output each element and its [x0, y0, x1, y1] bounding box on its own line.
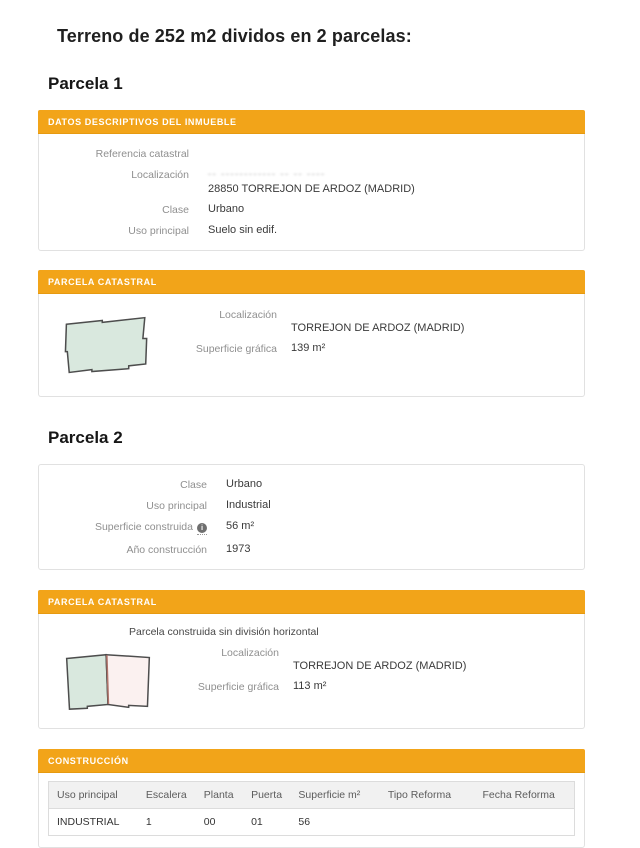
col-superficie: Superficie m²: [290, 782, 379, 809]
superficie-grafica-value-2: 113 m²: [293, 680, 327, 692]
info-icon[interactable]: [197, 521, 207, 535]
localizacion-redacted-text: -- ------------ -- -- ----: [208, 170, 326, 178]
ano-construccion-value: 1973: [226, 543, 251, 555]
localizacion-row: [39, 168, 564, 195]
info-icon-glyph: i: [197, 523, 207, 533]
cell-tipo-reforma: [380, 809, 475, 836]
superficie-construida-label: [39, 520, 207, 535]
uso-principal-row: [39, 224, 564, 237]
construccion-table: [48, 781, 575, 836]
localizacion-value: [208, 168, 564, 195]
parcel2-datos-section: [38, 464, 585, 570]
localizacion-label: Localización: [131, 169, 189, 181]
uso-principal-label-2: Uso principal: [146, 500, 207, 512]
parcel2-datos-panel: [38, 464, 585, 570]
parcela-catastral-banner-1: PARCELA CATASTRAL: [38, 270, 585, 294]
superficie-grafica-label: Superficie gráfica: [195, 343, 277, 355]
parcel2-catastral-section: [38, 590, 585, 729]
clase-row-2: [39, 478, 564, 491]
parcel1-catastral-section: [38, 270, 585, 397]
cell-planta: 00: [196, 809, 243, 836]
col-planta: Planta: [196, 782, 243, 809]
parcela-catastral-panel-1: [38, 294, 585, 397]
referencia-catastral-row: [39, 147, 564, 160]
col-fecha-reforma: Fecha Reforma: [475, 782, 575, 809]
parcela-catastral-banner-2: PARCELA CATASTRAL: [38, 590, 585, 614]
parcel1-heading: Parcela 1: [48, 74, 123, 93]
superficie-grafica-value: 139 m²: [291, 342, 326, 354]
clase-value-2: Urbano: [226, 478, 263, 490]
col-escalera: Escalera: [138, 782, 196, 809]
localizacion-municipality: 28850 TORREJON DE ARDOZ (MADRID): [208, 183, 415, 195]
clase-label: Clase: [162, 204, 189, 216]
catastral-localizacion-row: [169, 308, 570, 334]
cadastral-report-page: [0, 26, 640, 826]
cell-escalera: 1: [138, 809, 196, 836]
catastral-localizacion-label: Localización: [219, 309, 277, 321]
datos-descriptivos-panel: [38, 134, 585, 251]
construccion-header-row: [49, 782, 575, 809]
cell-superficie: 56: [290, 809, 379, 836]
referencia-catastral-value: [208, 147, 564, 160]
col-puerta: Puerta: [243, 782, 290, 809]
uso-principal-row-2: [39, 499, 564, 512]
construccion-banner: CONSTRUCCIÓN: [38, 749, 585, 773]
parcel2-outline-icon: [59, 650, 157, 712]
uso-principal-label: Uso principal: [128, 225, 189, 237]
construccion-data-row: [49, 809, 575, 836]
catastral-localizacion-value: TORREJON DE ARDOZ (MADRID): [291, 322, 465, 334]
division-horizontal-note: Parcela construida sin división horizontal: [129, 626, 319, 638]
parcel2-heading: Parcela 2: [48, 428, 123, 447]
superficie-construida-value: 56 m²: [226, 520, 255, 532]
ano-construccion-label: Año construcción: [126, 544, 207, 556]
datos-descriptivos-banner: DATOS DESCRIPTIVOS DEL INMUEBLE: [38, 110, 585, 134]
parcela-catastral-panel-2: [38, 614, 585, 729]
uso-principal-value-2: Industrial: [226, 499, 271, 511]
cell-uso-principal: INDUSTRIAL: [49, 809, 138, 836]
referencia-catastral-label: Referencia catastral: [95, 148, 189, 160]
col-tipo-reforma: Tipo Reforma: [380, 782, 475, 809]
cell-puerta: 01: [243, 809, 290, 836]
superficie-grafica-label-2: Superficie gráfica: [197, 681, 279, 693]
catastral2-localizacion-value: TORREJON DE ARDOZ (MADRID): [293, 660, 467, 672]
col-uso-principal: Uso principal: [49, 782, 138, 809]
construccion-panel: [38, 773, 585, 848]
uso-principal-value: Suelo sin edif.: [208, 224, 278, 236]
ano-construccion-row: [39, 543, 564, 556]
cell-fecha-reforma: [475, 809, 575, 836]
page-title: Terreno de 252 m2 dividos en 2 parcelas:: [57, 26, 412, 46]
superficie-construida-label-text: Superficie construida: [94, 521, 193, 533]
parcel1-outline-icon: [59, 312, 155, 380]
clase-label-2: Clase: [180, 479, 207, 491]
clase-value: Urbano: [208, 203, 245, 215]
construccion-section: [38, 749, 585, 848]
parcel1-datos-section: [38, 110, 585, 251]
catastral2-localizacion-row: [171, 646, 570, 672]
superficie-construida-row: [39, 520, 564, 535]
superficie-grafica-row-2: [171, 680, 570, 693]
superficie-grafica-row: [169, 342, 570, 355]
catastral2-localizacion-label: Localización: [221, 647, 279, 659]
clase-row: [39, 203, 564, 216]
